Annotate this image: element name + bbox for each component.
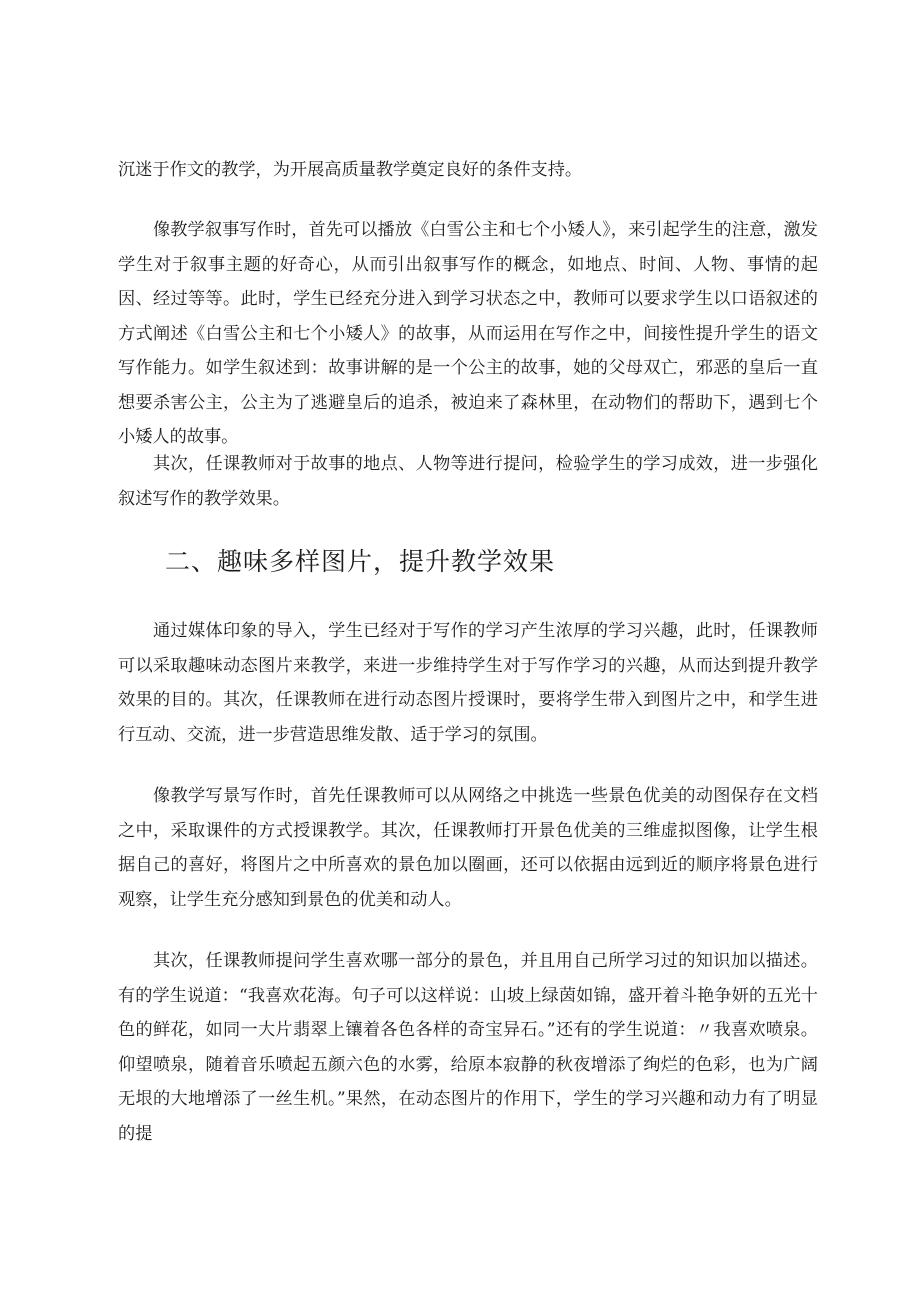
paragraph-continuation: 沉迷于作文的教学，为开展高质量教学奠定良好的条件支持。	[118, 160, 583, 180]
paragraph-student-responses: 其次，任课教师提问学生喜欢哪一部分的景色，并且用自己所学习过的知识加以描述。有的学生说道：“我喜欢花海。句子可以这样说：山坡上绿茵如锦，盛开着斗艳争妍的五光十色的鲜花，如同一大片翡翠上镶着各色各样的奇宝异石。”还有的学生说道：〃我喜欢喷泉。仰望喷泉，随着音乐喷起五颜六色的水雾，给原本寂静的秋夜增添了绚烂的色彩，也为广阔无垠的大地增添了一丝生机。”果然，在动态图片的作用下，学生的学习兴趣和动力有了明显的提	[118, 951, 818, 1144]
paragraph-scenery-example: 像教学写景写作时，首先任课教师可以从网络之中挑选一些景色优美的动图保存在文档之中，采取课件的方式授课教学。其次，任课教师打开景色优美的三维虚拟图像，让学生根据自己的喜好，将图片之中所喜欢的景色加以圈画，还可以依据由远到近的顺序将景色进行观察，让学生充分感知到景色的优美和动人。	[118, 786, 818, 910]
paragraph-dynamic-images: 通过媒体印象的导入，学生已经对于写作的学习产生浓厚的学习兴趣，此时，任课教师可以采取趣味动态图片来教学，来进一步维持学生对于写作学习的兴趣，从而达到提升教学效果的目的。其次，任课教师在进行动态图片授课时，要将学生带入到图片之中，和学生进行互动、交流，进一步营造思维发散、适于学习的氛围。	[118, 621, 818, 745]
section-heading: 二、趣味多样图片，提升教学效果	[165, 547, 556, 576]
paragraph-narrative-example: 像教学叙事写作时，首先可以播放《白雪公主和七个小矮人》，来引起学生的注意，激发学生对于叙事主题的好奇心，从而引出叙事写作的概念，如地点、时间、人物、事情的起因、经过等等。此时，学生已经充分进入到学习状态之中，教师可以要求学生以口语叙述的方式阐述《白雪公主和七个小矮人》的故事，从而运用在写作之中，间接性提升学生的语文写作能力。如学生叙述到：故事讲解的是一个公主的故事，她的父母双亡，邪恶的皇后一直想要杀害公主，公主为了逃避皇后的追杀，被迫来了森林里，在动物们的帮助下，遇到七个小矮人的故事。	[118, 220, 818, 447]
paragraph-questioning: 其次，任课教师对于故事的地点、人物等进行提问，检验学生的学习成效，进一步强化叙述写作的教学效果。	[118, 454, 818, 509]
